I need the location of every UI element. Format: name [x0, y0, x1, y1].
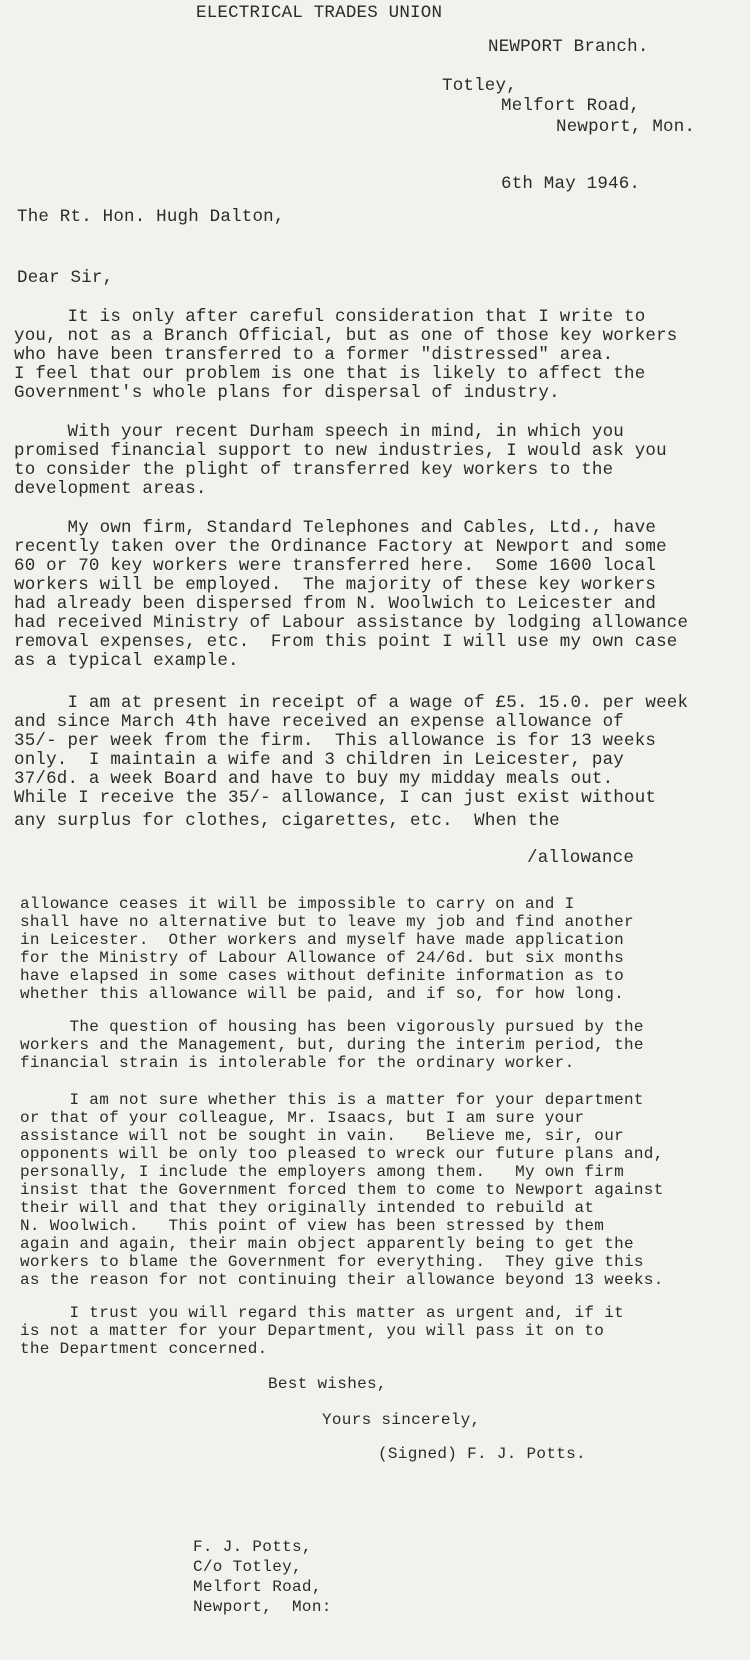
p2-para3-line: or that of your colleague, Mr. Isaacs, but I am sure your	[20, 1109, 585, 1127]
p1-para3-line: My own firm, Standard Telephones and Cables, Ltd., have	[14, 518, 657, 538]
branch-name: NEWPORT Branch.	[488, 37, 649, 57]
p2-para1-line: have elapsed in some cases without definite information as to	[20, 967, 624, 985]
addressee: The Rt. Hon. Hugh Dalton,	[17, 207, 285, 227]
address-line-3: Newport, Mon.	[556, 117, 696, 137]
p1-para2-line: to consider the plight of transferred key workers to the	[14, 460, 614, 480]
sender-address-line: F. J. Potts,	[193, 1538, 312, 1556]
closing-sincerely: Yours sincerely,	[322, 1411, 481, 1429]
p1-para3-line: recently taken over the Ordinance Factory at Newport and some	[14, 537, 667, 557]
sender-address-line: Melfort Road,	[193, 1578, 322, 1596]
letter-date: 6th May 1946.	[501, 174, 641, 194]
p1-para3-line: had received Ministry of Labour assistance by lodging allowance	[14, 613, 689, 633]
p2-para3-line: assistance will not be sought in vain. Believe me, sir, our	[20, 1127, 624, 1145]
p2-para1-line: in Leicester. Other workers and myself have made application	[20, 931, 624, 949]
p2-para2-line: financial strain is intolerable for the ordinary worker.	[20, 1054, 575, 1072]
p1-para3-line: workers will be employed. The majority of these key workers	[14, 575, 657, 595]
p2-para2-line: The question of housing has been vigorously pursued by the	[20, 1018, 644, 1036]
p2-para4-line: is not a matter for your Department, you will pass it on to	[20, 1322, 605, 1340]
p2-para1-line: for the Ministry of Labour Allowance of 24/6d. but six months	[20, 949, 624, 967]
p1-para2-line: promised financial support to new industries, I would ask you	[14, 441, 667, 461]
address-line-1: Totley,	[442, 76, 517, 96]
sender-address-line: Newport, Mon:	[193, 1598, 332, 1616]
p2-para4-line: the Department concerned.	[20, 1340, 268, 1358]
p2-para3-line: personally, I include the employers among them. My own firm	[20, 1163, 624, 1181]
union-title: ELECTRICAL TRADES UNION	[196, 3, 443, 23]
p2-para1-line: whether this allowance will be paid, and if so, for how long.	[20, 985, 624, 1003]
p1-para3-line: as a typical example.	[14, 651, 239, 671]
p2-para3-line: workers to blame the Government for everything. They give this	[20, 1253, 644, 1271]
signature-line: (Signed) F. J. Potts.	[378, 1445, 586, 1463]
p2-para3-line: as the reason for not continuing their allowance beyond 13 weeks.	[20, 1271, 664, 1289]
p1-para2-line: development areas.	[14, 479, 207, 499]
p1-para4-line: and since March 4th have received an expense allowance of	[14, 712, 624, 732]
p2-para3-line: again and again, their main object apparently being to get the	[20, 1235, 634, 1253]
closing-wishes: Best wishes,	[268, 1375, 387, 1393]
p1-para3-line: had already been dispersed from N. Woolwich to Leicester and	[14, 594, 657, 614]
p2-para3-line: their will and that they originally intended to rebuild at	[20, 1199, 595, 1217]
p1-para1-line: I feel that our problem is one that is likely to affect the	[14, 364, 646, 384]
p1-para1-line: Government's whole plans for dispersal of industry.	[14, 383, 560, 403]
salutation: Dear Sir,	[17, 268, 114, 288]
p2-para3-line: insist that the Government forced them to come to Newport against	[20, 1181, 664, 1199]
p2-para2-line: workers and the Management, but, during the interim period, the	[20, 1036, 644, 1054]
p1-para4-line: 35/- per week from the firm. This allowance is for 13 weeks	[14, 731, 657, 751]
p1-para4-line: 37/6d. a week Board and have to buy my midday meals out.	[14, 769, 614, 789]
p2-para4-line: I trust you will regard this matter as urgent and, if it	[20, 1304, 624, 1322]
p1-para3-line: 60 or 70 key workers were transferred here. Some 1600 local	[14, 556, 657, 576]
p1-para4-line: I am at present in receipt of a wage of £5. 15.0. per week	[14, 693, 689, 713]
p2-para3-line: opponents will be only too pleased to wreck our future plans and,	[20, 1145, 664, 1163]
p1-para4-line: any surplus for clothes, cigarettes, etc. When the	[14, 811, 560, 831]
p1-para1-line: It is only after careful consideration that I write to	[14, 307, 646, 327]
p1-para4-line: While I receive the 35/- allowance, I can just exist without	[14, 788, 657, 808]
p2-para3-line: N. Woolwich. This point of view has been stressed by them	[20, 1217, 605, 1235]
p1-para4-line: only. I maintain a wife and 3 children in Leicester, pay	[14, 750, 624, 770]
address-line-2: Melfort Road,	[501, 96, 641, 116]
p1-para3-line: removal expenses, etc. From this point I will use my own case	[14, 632, 678, 652]
p2-para1-line: shall have no alternative but to leave my job and find another	[20, 913, 634, 931]
p1-para1-line: you, not as a Branch Official, but as one of those key workers	[14, 326, 678, 346]
p2-para1-line: allowance ceases it will be impossible to carry on and I	[20, 895, 575, 913]
p2-para3-line: I am not sure whether this is a matter for your department	[20, 1091, 644, 1109]
p1-para2-line: With your recent Durham speech in mind, in which you	[14, 422, 624, 442]
sender-address-line: C/o Totley,	[193, 1558, 302, 1576]
p1-para1-line: who have been transferred to a former "distressed" area.	[14, 345, 614, 365]
catchword: /allowance	[527, 848, 635, 868]
